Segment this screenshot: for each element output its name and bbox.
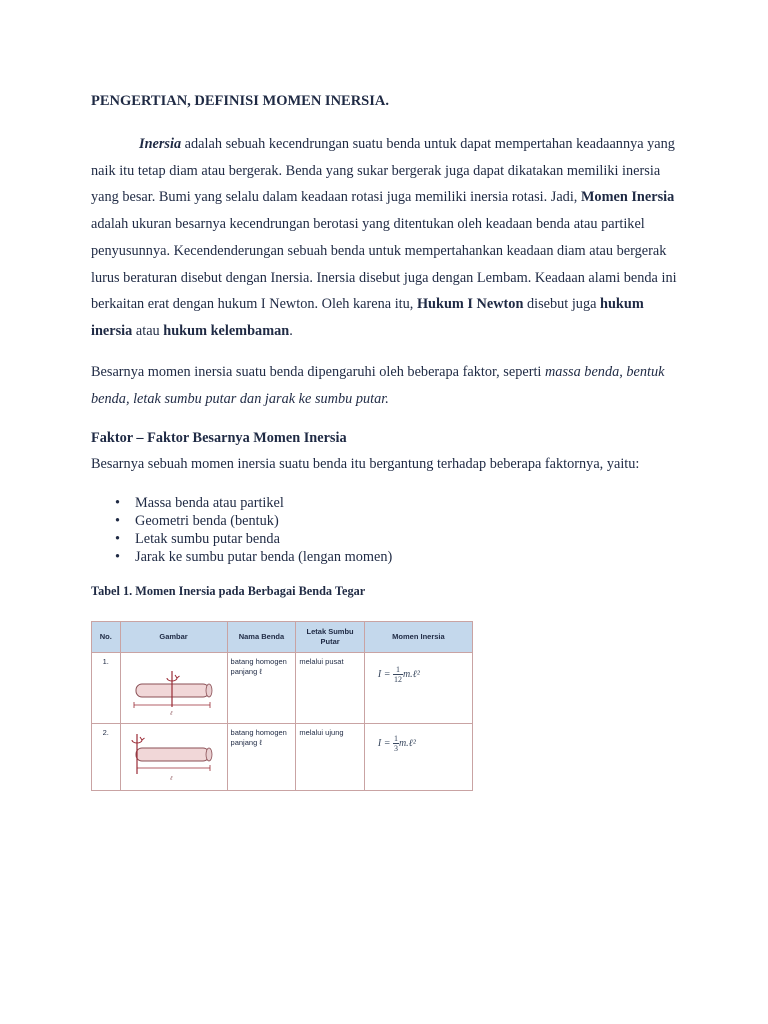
list-item: • Massa benda atau partikel [135,494,392,512]
arrow-head-icon [140,737,145,740]
inertia-table [91,621,473,791]
section-paragraph: Besarnya sebuah momen inersia suatu benda itu bergantung terhadap beberapa faktornya, yaitu: [91,456,640,472]
rod-end-cap [206,748,212,761]
length-label: ℓ [169,710,173,717]
page-title: PENGERTIAN, DEFINISI MOMEN INERSIA. [91,93,389,109]
rod-center-diagram [124,657,224,719]
factors-list [91,494,392,566]
header-letak-line2: Putar [320,637,340,646]
momen-inersia-cell [364,653,472,724]
term-hukum-kelembaman: hukum kelembaman [163,322,290,339]
table-header-row [92,622,473,653]
header-momen-inersia: Momen Inersia [364,622,472,653]
formula [378,734,469,753]
nama-line1: batang homogen [230,728,287,737]
header-gambar: Gambar [120,622,227,653]
factors-intro-paragraph [91,359,683,413]
definition-text-end: . [289,322,293,339]
definition-text-3: disebut juga [523,296,601,313]
formula-lhs: I = [377,668,393,680]
definition-text-4: atau [132,322,164,339]
fraction-numerator: 1 [393,734,398,743]
list-item: • Letak sumbu putar benda [135,530,392,548]
row-number: 2. [92,724,121,791]
fraction-numerator: 1 [393,665,403,675]
letak-sumbu-cell: melalui ujung [296,724,365,791]
fraction-denominator: 12 [393,675,402,684]
fraction-denominator: 3 [393,744,398,753]
formula-lhs: I = [377,737,393,749]
nama-line2: panjang ℓ [230,667,262,676]
definition-paragraph [91,131,683,345]
table-caption: Tabel 1. Momen Inersia pada Berbagai Benda Tegar [91,584,366,598]
arrow-head-icon [175,675,180,678]
nama-benda-cell [227,653,296,724]
formula-rhs: m.ℓ² [402,668,420,680]
definition-text-1: adalah sebuah kecendrungan suatu benda untuk dapat mempertahan keadaannya yang naik itu tetap diam atau bergerak. Benda yang sukar bergerak juga dapat dikatakan memiliki inersia yang besar. Bumi yang selalu dalam keadaan rotasi juga memiliki inersia rotasi. Jadi, [91,136,675,206]
table-row [92,724,473,791]
rod-shape [136,748,209,761]
header-nama-benda: Nama Benda [227,622,296,653]
rod-end-diagram [124,728,224,786]
term-hukum-inersia: hukum inersia [91,296,644,339]
factors-lead-text: Besarnya momen inersia suatu benda dipengaruhi oleh beberapa faktor, seperti [91,364,545,380]
nama-line2: panjang ℓ [230,738,262,747]
row-number: 1. [92,653,121,724]
nama-line1: batang homogen [230,657,287,666]
factors-italic-text: massa benda, bentuk benda, letak sumbu putar dan jarak ke sumbu putar. [91,364,665,407]
header-no: No. [92,622,121,653]
term-momen-inersia: Momen Inersia [580,189,675,206]
rod-end-cap [206,684,212,697]
table-row [92,653,473,724]
list-item: • Jarak ke sumbu putar benda (lengan momen) [135,548,392,566]
section-heading: Faktor – Faktor Besarnya Momen Inersia [91,430,347,446]
length-label: ℓ [169,775,173,782]
nama-benda-cell [227,724,296,791]
formula [378,665,469,684]
formula-fraction [393,665,403,684]
definition-text-2: adalah ukuran besarnya kecendrungan berotasi yang ditentukan oleh keadaan benda atau partikel penyusunnya. Kecendenderungan sebuah benda untuk mempertahankan keadaan diam atau bergerak lurus beraturan disebut dengan Inersia. Inersia disebut juga dengan Lembam. Keadaan alami benda ini berkaitan erat dengan hukum I Newton. Oleh karena itu, [91,216,677,313]
momen-inersia-cell [364,724,472,791]
header-letak-line1: Letak Sumbu [306,627,354,636]
rod-center-axis-figure [120,653,227,724]
letak-sumbu-cell: melalui pusat [296,653,365,724]
header-letak-sumbu [296,622,365,653]
list-item: • Geometri benda (bentuk) [135,512,392,530]
term-inersia: Inersia [139,136,182,152]
formula-rhs: m.ℓ² [398,737,416,749]
rod-end-axis-figure [120,724,227,791]
term-hukum-newton: Hukum I Newton [416,296,524,313]
